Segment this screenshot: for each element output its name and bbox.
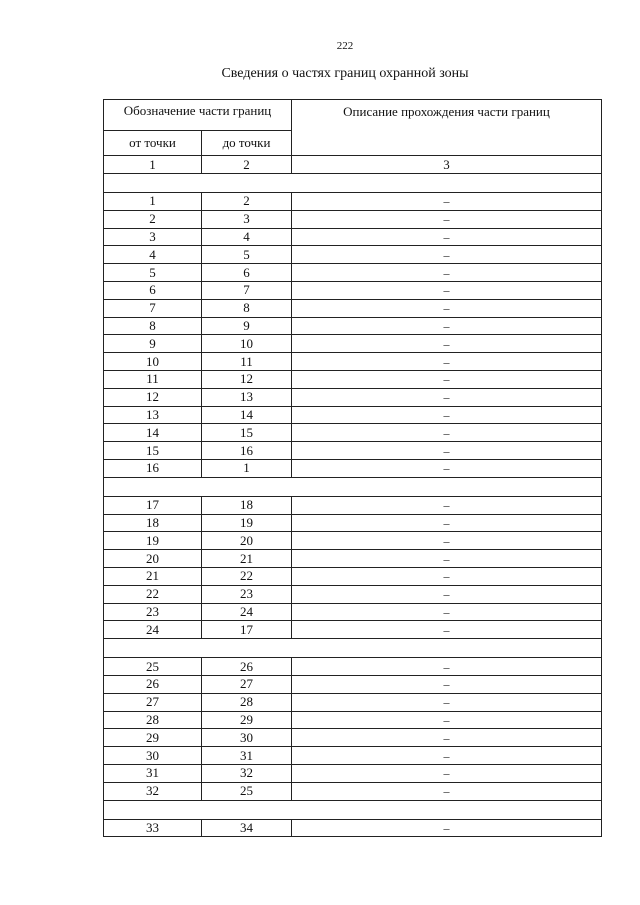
from-point-cell: 8 (104, 317, 202, 335)
to-point-cell: 7 (202, 281, 292, 299)
description-cell: – (292, 459, 602, 477)
to-point-cell: 27 (202, 675, 292, 693)
from-point-cell: 4 (104, 246, 202, 264)
header-from-point: от точки (104, 131, 202, 156)
description-cell: – (292, 764, 602, 782)
table-row (104, 193, 602, 211)
from-point-cell: 25 (104, 658, 202, 676)
section-separator-cell (104, 639, 602, 658)
table-row (104, 658, 602, 676)
description-cell: – (292, 193, 602, 211)
description-cell: – (292, 246, 602, 264)
table-row (104, 442, 602, 460)
table-row (104, 747, 602, 765)
description-cell: – (292, 782, 602, 800)
from-point-cell: 31 (104, 764, 202, 782)
to-point-cell: 11 (202, 353, 292, 371)
table-row (104, 567, 602, 585)
description-cell: – (292, 317, 602, 335)
from-point-cell: 17 (104, 496, 202, 514)
from-point-cell: 6 (104, 281, 202, 299)
from-point-cell: 23 (104, 603, 202, 621)
from-point-cell: 26 (104, 675, 202, 693)
from-point-cell: 1 (104, 193, 202, 211)
to-point-cell: 30 (202, 729, 292, 747)
header-boundary-description: Описание прохождения части границ (292, 100, 602, 156)
to-point-cell: 23 (202, 585, 292, 603)
to-point-cell: 1 (202, 459, 292, 477)
description-cell: – (292, 353, 602, 371)
table-row (104, 246, 602, 264)
table-row (104, 335, 602, 353)
from-point-cell: 20 (104, 550, 202, 568)
to-point-cell: 5 (202, 246, 292, 264)
table-row (104, 281, 602, 299)
table-row (104, 782, 602, 800)
from-point-cell: 30 (104, 747, 202, 765)
table-row (104, 424, 602, 442)
from-point-cell: 27 (104, 693, 202, 711)
to-point-cell: 13 (202, 388, 292, 406)
from-point-cell: 9 (104, 335, 202, 353)
to-point-cell: 15 (202, 424, 292, 442)
from-point-cell: 5 (104, 264, 202, 282)
header-boundary-designation: Обозначение части границ (104, 100, 292, 131)
to-point-cell: 18 (202, 496, 292, 514)
from-point-cell: 15 (104, 442, 202, 460)
description-cell: – (292, 658, 602, 676)
from-point-cell: 7 (104, 299, 202, 317)
description-cell: – (292, 210, 602, 228)
column-index-1: 1 (104, 156, 202, 174)
description-cell: – (292, 711, 602, 729)
description-cell: – (292, 388, 602, 406)
description-cell: – (292, 585, 602, 603)
from-point-cell: 16 (104, 459, 202, 477)
table-row (104, 388, 602, 406)
table-row (104, 370, 602, 388)
table-row (104, 550, 602, 568)
table-row (104, 459, 602, 477)
to-point-cell: 24 (202, 603, 292, 621)
boundary-table (103, 99, 602, 837)
to-point-cell: 2 (202, 193, 292, 211)
description-cell: – (292, 747, 602, 765)
to-point-cell: 21 (202, 550, 292, 568)
description-cell: – (292, 228, 602, 246)
to-point-cell: 22 (202, 567, 292, 585)
description-cell: – (292, 424, 602, 442)
from-point-cell: 29 (104, 729, 202, 747)
from-point-cell: 11 (104, 370, 202, 388)
description-cell: – (292, 406, 602, 424)
from-point-cell: 13 (104, 406, 202, 424)
column-index-row (104, 156, 602, 174)
to-point-cell: 4 (202, 228, 292, 246)
table-row (104, 603, 602, 621)
section-separator-cell (104, 174, 602, 193)
description-cell: – (292, 514, 602, 532)
section-separator-row (104, 477, 602, 496)
section-separator-cell (104, 477, 602, 496)
document-title: Сведения о частях границ охранной зоны (221, 66, 469, 81)
from-point-cell: 22 (104, 585, 202, 603)
table-row (104, 819, 602, 837)
to-point-cell: 28 (202, 693, 292, 711)
table-row (104, 353, 602, 371)
to-point-cell: 32 (202, 764, 292, 782)
to-point-cell: 12 (202, 370, 292, 388)
table-row (104, 299, 602, 317)
header-row-top (104, 100, 602, 131)
description-cell: – (292, 532, 602, 550)
table-row (104, 406, 602, 424)
description-cell: – (292, 819, 602, 837)
table-row (104, 764, 602, 782)
table-row (104, 317, 602, 335)
page-number: 222 (336, 40, 354, 52)
to-point-cell: 34 (202, 819, 292, 837)
section-separator-row (104, 639, 602, 658)
to-point-cell: 31 (202, 747, 292, 765)
table-row (104, 210, 602, 228)
table-row (104, 675, 602, 693)
from-point-cell: 19 (104, 532, 202, 550)
from-point-cell: 14 (104, 424, 202, 442)
table-row (104, 264, 602, 282)
from-point-cell: 33 (104, 819, 202, 837)
description-cell: – (292, 693, 602, 711)
table-row (104, 621, 602, 639)
to-point-cell: 16 (202, 442, 292, 460)
from-point-cell: 28 (104, 711, 202, 729)
from-point-cell: 2 (104, 210, 202, 228)
description-cell: – (292, 496, 602, 514)
from-point-cell: 32 (104, 782, 202, 800)
from-point-cell: 3 (104, 228, 202, 246)
description-cell: – (292, 335, 602, 353)
table-body (104, 156, 602, 837)
description-cell: – (292, 264, 602, 282)
column-index-2: 2 (202, 156, 292, 174)
from-point-cell: 21 (104, 567, 202, 585)
description-cell: – (292, 603, 602, 621)
from-point-cell: 24 (104, 621, 202, 639)
table-row (104, 514, 602, 532)
to-point-cell: 9 (202, 317, 292, 335)
table-row (104, 585, 602, 603)
table-row (104, 693, 602, 711)
section-separator-cell (104, 800, 602, 819)
table-row (104, 532, 602, 550)
table-row (104, 729, 602, 747)
description-cell: – (292, 550, 602, 568)
table-row (104, 228, 602, 246)
description-cell: – (292, 442, 602, 460)
from-point-cell: 10 (104, 353, 202, 371)
section-separator-row (104, 800, 602, 819)
description-cell: – (292, 675, 602, 693)
to-point-cell: 8 (202, 299, 292, 317)
table-row (104, 711, 602, 729)
table-row (104, 496, 602, 514)
header-to-point: до точки (202, 131, 292, 156)
from-point-cell: 18 (104, 514, 202, 532)
to-point-cell: 6 (202, 264, 292, 282)
to-point-cell: 25 (202, 782, 292, 800)
to-point-cell: 10 (202, 335, 292, 353)
section-separator-row (104, 174, 602, 193)
description-cell: – (292, 281, 602, 299)
description-cell: – (292, 729, 602, 747)
to-point-cell: 20 (202, 532, 292, 550)
to-point-cell: 17 (202, 621, 292, 639)
description-cell: – (292, 370, 602, 388)
column-index-3: 3 (292, 156, 602, 174)
to-point-cell: 14 (202, 406, 292, 424)
from-point-cell: 12 (104, 388, 202, 406)
description-cell: – (292, 567, 602, 585)
to-point-cell: 29 (202, 711, 292, 729)
to-point-cell: 26 (202, 658, 292, 676)
to-point-cell: 3 (202, 210, 292, 228)
to-point-cell: 19 (202, 514, 292, 532)
description-cell: – (292, 621, 602, 639)
description-cell: – (292, 299, 602, 317)
